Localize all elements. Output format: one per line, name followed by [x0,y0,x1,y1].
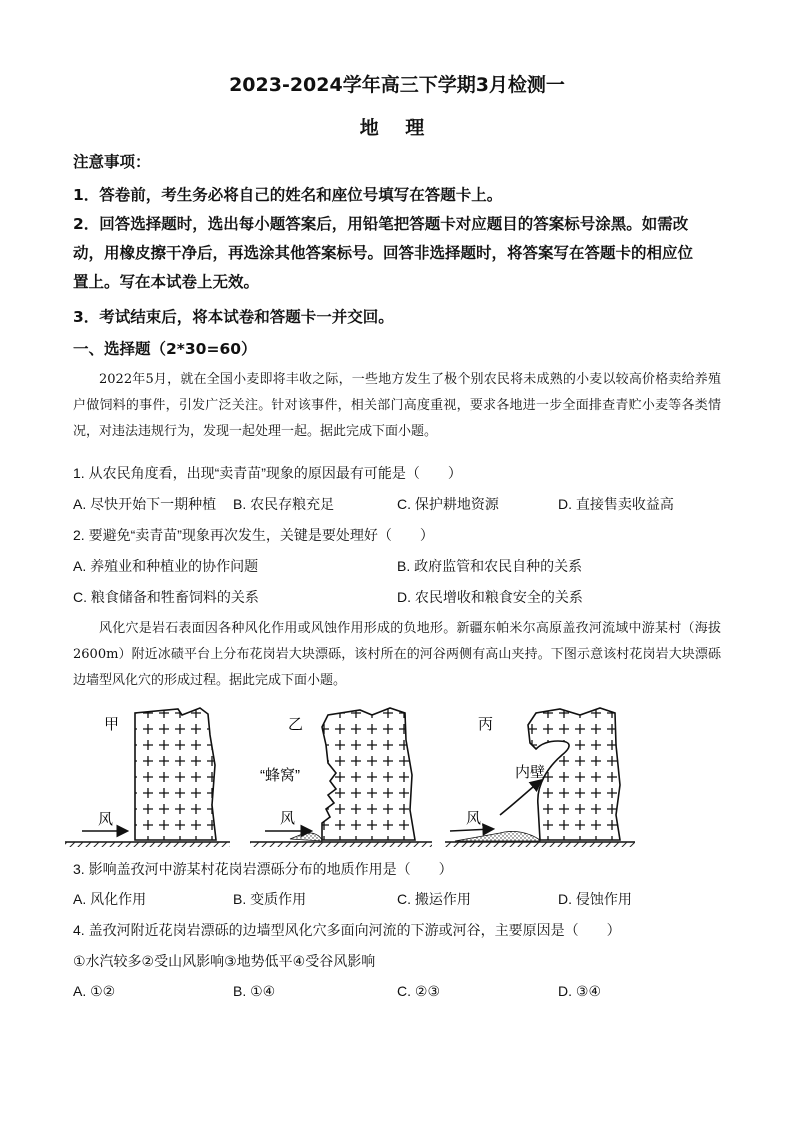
question-2-option-c[interactable]: C. 粮食储备和牲畜饲料的关系 [73,589,259,605]
question-4-stem: 4. 盖孜河附近花岗岩漂砾的边墙型风化穴多面向河流的下游或河谷，主要原因是（ ） [73,922,621,938]
question-3-option-b[interactable]: B. 变质作用 [233,891,307,907]
wind-label-bing: 风 [466,810,482,827]
wind-arrow-bing [450,829,492,831]
weathering-pit-figure [60,705,730,853]
honeycomb-label: “蜂窝” [260,767,300,784]
wind-arrow-bing-upward [500,781,540,815]
question-2-stem: 2. 要避免“卖青苗”现象再次发生，关键是要处理好（ ） [73,527,434,543]
sand-deposit-yi [290,833,322,841]
panel-label-jia: 甲 [104,716,120,733]
notice-item-1: 1．答卷前，考生务必将自己的姓名和座位号填写在答题卡上。 [73,186,503,204]
question-1-option-c[interactable]: C. 保护耕地资源 [397,496,499,512]
notice-item-2a: 2．回答选择题时，选出每小题答案后，用铅笔把答题卡对应题目的答案标号涂黑。如需改 [73,215,689,233]
notice-heading: 注意事项： [73,153,151,171]
panel-label-bing: 丙 [478,716,494,733]
question-3-option-d[interactable]: D. 侵蚀作用 [558,891,632,907]
notice-item-2c: 置上。写在本试卷上无效。 [73,273,260,291]
ground-hatch-bing [445,842,635,847]
wind-label-yi: 风 [280,810,296,827]
passage-1: 2022年5月，就在全国小麦即将丰收之际，一些地方发生了极个别农民将未成熟的小麦以较高价格卖给养殖户做饲料的事件，引发广泛关注。针对该事件，相关部门高度重视，要求各地进一步全面排查青贮小麦等各类情况，对违法违规行为，发现一起处理一起。据此完成下面小题。 [73,372,721,439]
wind-label-jia: 风 [98,811,114,828]
ground-hatch-jia [65,842,230,847]
question-4-option-b[interactable]: B. ①④ [233,983,276,999]
notice-item-2b: 动，用橡皮擦干净后，再选涂其他答案标号。回答非选择题时，将答案写在答题卡的相应位 [73,244,694,262]
notice-item-3: 3．考试结束后，将本试卷和答题卡一并交回。 [73,308,394,326]
question-1-option-d[interactable]: D. 直接售卖收益高 [558,496,674,512]
question-1-option-b[interactable]: B. 农民存粮充足 [233,496,335,512]
question-4-items: ①水汽较多②受山风影响③地势低平④受谷风影响 [73,953,376,969]
subject-title: 地 理 [359,117,435,139]
question-3-stem: 3. 影响盖孜河中游某村花岗岩漂砾分布的地质作用是（ ） [73,861,453,877]
boulder-yi [322,708,415,840]
question-3-option-a[interactable]: A. 风化作用 [73,891,147,907]
question-1-stem: 1. 从农民角度看，出现“卖青苗”现象的原因最有可能是（ ） [73,465,462,481]
question-2-option-a[interactable]: A. 养殖业和种植业的协作问题 [73,558,259,574]
question-2-option-d[interactable]: D. 农民增收和粮食安全的关系 [397,589,583,605]
inner-wall-label: 内壁 [515,764,546,781]
sand-deposit-bing [455,831,540,841]
section-heading: 一、选择题（2*30=60） [73,340,257,358]
question-4-option-a[interactable]: A. ①② [73,983,116,999]
question-4-option-c[interactable]: C. ②③ [397,983,440,999]
question-2-option-b[interactable]: B. 政府监管和农民自种的关系 [397,558,583,574]
question-4-option-d[interactable]: D. ③④ [558,983,601,999]
passage-2: 风化穴是岩石表面因各种风化作用或风蚀作用形成的负地形。新疆东帕米尔高原盖孜河流域中游某村（海拔2600m）附近冰碛平台上分布花岗岩大块漂砾，该村所在的河谷两侧有高山夹持。下图示意该村花岗岩大块漂砾边墙型风化穴的形成过程。据此完成下面小题。 [73,621,721,688]
exam-title: 2023-2024学年高三下学期3月检测一 [229,74,565,96]
boulder-jia [135,708,216,840]
question-1-option-a[interactable]: A. 尽快开始下一期种植 [73,496,217,512]
question-3-option-c[interactable]: C. 搬运作用 [397,891,471,907]
panel-label-yi: 乙 [288,716,304,733]
ground-hatch-yi [250,842,432,847]
